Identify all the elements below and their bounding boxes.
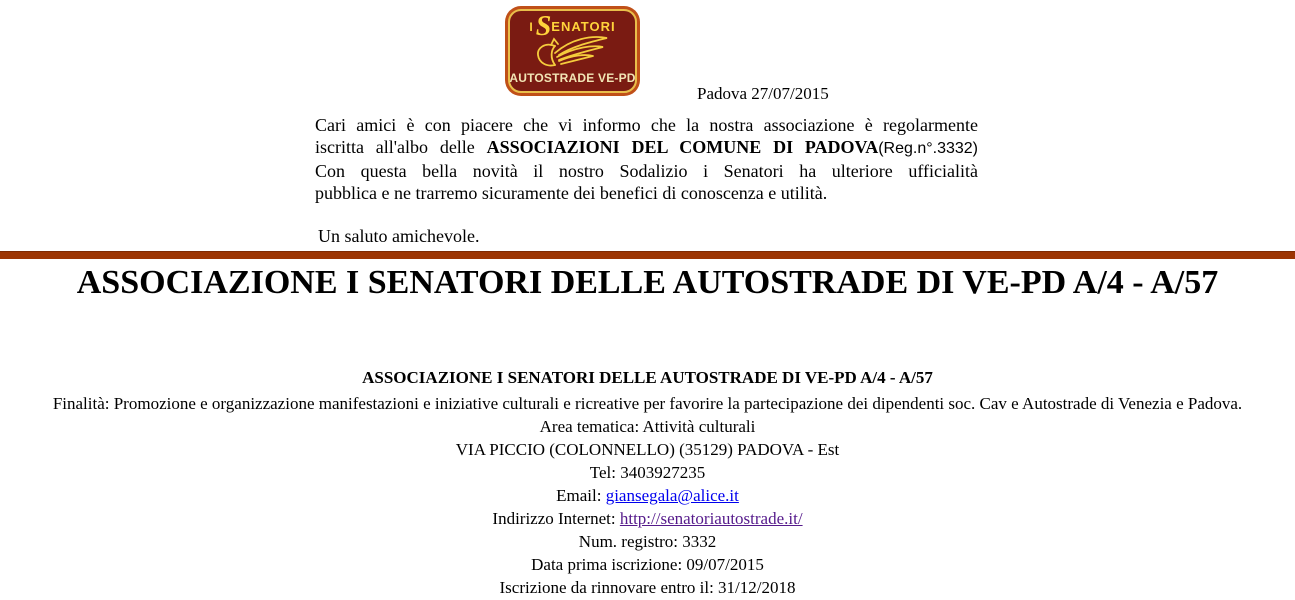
logo-title-i: I xyxy=(529,20,533,34)
details-title: ASSOCIAZIONE I SENATORI DELLE AUTOSTRADE DI VE-PD A/4 - A/57 xyxy=(362,368,933,387)
details-rinnovo: Iscrizione da rinnovare entro il: 31/12/2018 xyxy=(499,578,796,597)
winged-lion-icon xyxy=(531,33,615,69)
letter-body xyxy=(315,114,978,204)
divider-bar xyxy=(0,251,1295,259)
letter-closing: Un saluto amichevole. xyxy=(318,226,480,246)
logo-title-s: S xyxy=(535,11,552,42)
letter-line-2-reg: (Reg.n°.3332) xyxy=(878,140,979,157)
association-details xyxy=(0,366,1295,599)
details-num-registro: Num. registro: 3332 xyxy=(578,532,717,551)
details-finalita: Finalità: Promozione e organizzazione manifestazioni e iniziative culturali e ricreative per favorire la partecipazione dei dipendenti soc. Cav e Autostrade di Venezia e Padova. xyxy=(52,394,1243,413)
letter-date: Padova 27/07/2015 xyxy=(697,84,829,103)
details-address: VIA PICCIO (COLONNELLO) (35129) PADOVA - Est xyxy=(455,440,840,459)
logo-subtitle: AUTOSTRADE VE-PD xyxy=(509,71,636,85)
details-data-prima-iscrizione: Data prima iscrizione: 09/07/2015 xyxy=(531,555,764,574)
email-label: Email: xyxy=(556,486,606,505)
details-internet-row xyxy=(0,507,1295,530)
email-link[interactable]: giansegala@alice.it xyxy=(605,486,739,505)
association-logo xyxy=(508,9,637,93)
page-title: ASSOCIAZIONE I SENATORI DELLE AUTOSTRADE DI VE-PD A/4 - A/57 xyxy=(76,264,1219,301)
letter-line-2-bold: ASSOCIAZIONI DEL COMUNE DI PADOVA xyxy=(486,137,879,157)
internet-link[interactable]: http://senatoriautostrade.it/ xyxy=(619,509,803,528)
details-tel: Tel: 3403927235 xyxy=(589,463,706,482)
letter-line-1: Cari amici è con piacere che vi informo che la nostra associazione è regolarmente xyxy=(315,115,978,135)
letter-line-4: pubblica e ne trarremo sicuramente dei benefici di conoscenza e utilità. xyxy=(315,183,828,203)
letter-line-3: Con questa bella novità il nostro Sodalizio i Senatori ha ulteriore ufficialità xyxy=(315,161,978,181)
logo-title-rest: ENATORI xyxy=(551,19,616,34)
details-email-row xyxy=(0,484,1295,507)
letter-line-2 xyxy=(315,136,978,160)
letter-line-2-pre: iscritta all'albo delle xyxy=(315,137,487,157)
details-area-tematica: Area tematica: Attività culturali xyxy=(539,417,756,436)
internet-label: Indirizzo Internet: xyxy=(492,509,620,528)
